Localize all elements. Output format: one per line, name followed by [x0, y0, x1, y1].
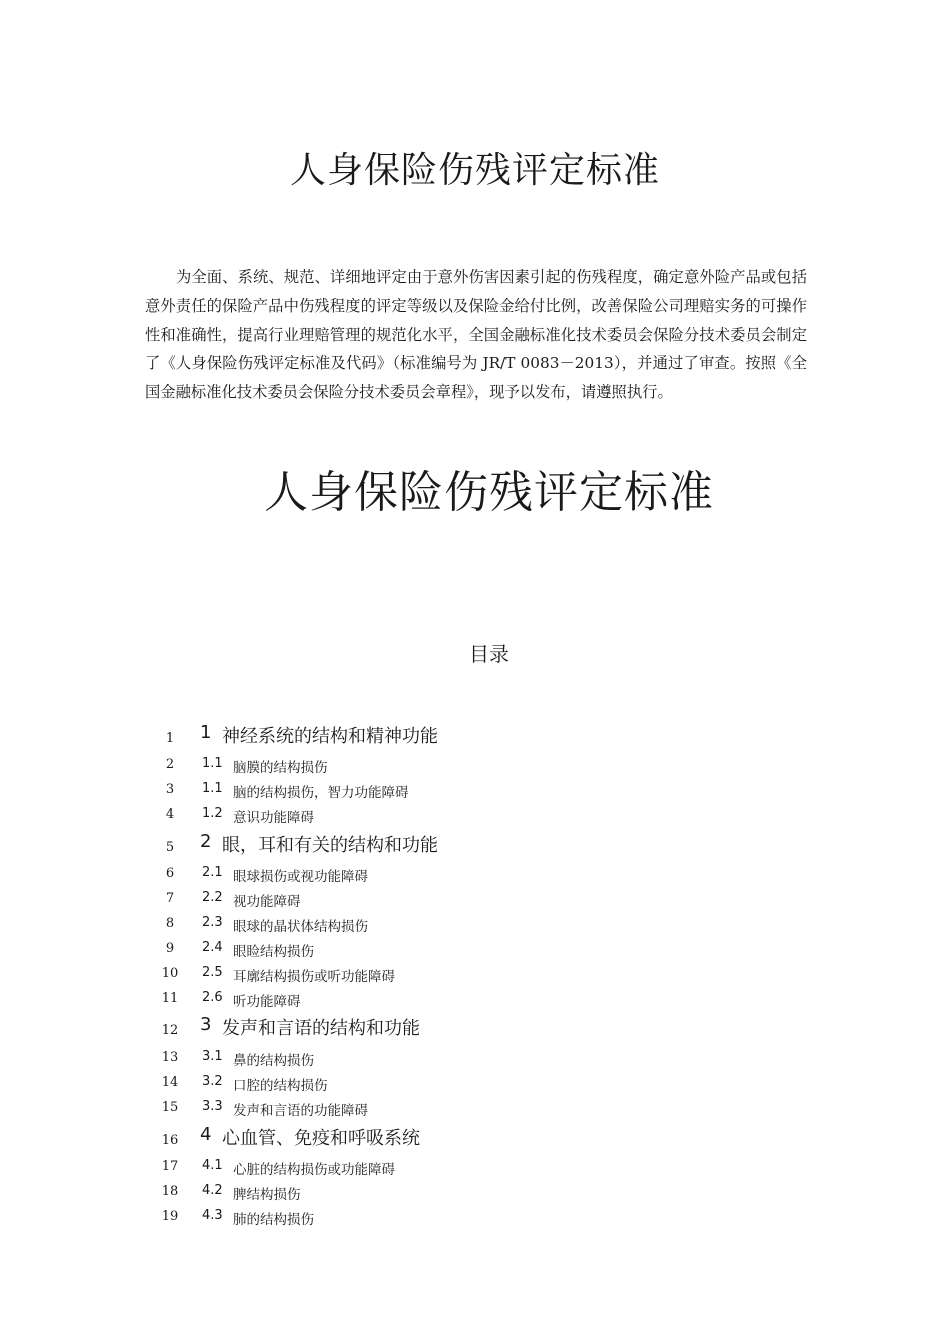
- toc-entry-number: 16: [161, 1133, 179, 1148]
- toc-entry-title: 口腔的结构损伤: [233, 1078, 328, 1094]
- toc-entry-number: 11: [161, 991, 179, 1006]
- toc-entry-title: 视功能障碍: [233, 894, 301, 910]
- toc-entry-code: 3.1: [202, 1049, 223, 1064]
- toc-entry-number: 4: [165, 807, 175, 822]
- toc-entry-code: 2.2: [202, 890, 223, 905]
- toc-entry-number: 15: [161, 1100, 179, 1115]
- toc-entry-code: 3.3: [202, 1099, 223, 1114]
- toc-entry-title: 耳廓结构损伤或听功能障碍: [233, 969, 395, 985]
- toc-entry-title: 脑的结构损伤，智力功能障碍: [233, 785, 409, 801]
- toc-entry-number: 14: [161, 1075, 179, 1090]
- toc-entry-title: 脾结构损伤: [233, 1187, 301, 1203]
- toc-entry-number: 10: [161, 966, 179, 981]
- toc-entry-code: 1.1: [202, 781, 223, 796]
- toc-entry-title: 眼，耳和有关的结构和功能: [222, 835, 438, 856]
- toc-entry-title: 心血管、免疫和呼吸系统: [222, 1128, 420, 1149]
- toc-entry-number: 17: [161, 1159, 179, 1174]
- toc-entry-title: 眼球损伤或视功能障碍: [233, 869, 368, 885]
- toc-entry-code: 2.1: [202, 865, 223, 880]
- toc-entry-title: 肺的结构损伤: [233, 1212, 314, 1228]
- toc-entry-code: 4.2: [202, 1183, 223, 1198]
- toc-entry-code: 2.3: [202, 915, 223, 930]
- document-title-repeat: 人身保险伤残评定标准: [264, 467, 714, 518]
- toc-entry-number: 12: [161, 1023, 179, 1038]
- toc-entry-number: 8: [165, 916, 175, 931]
- toc-entry-number: 6: [165, 866, 175, 881]
- toc-entry-title: 眼球的晶状体结构损伤: [233, 919, 368, 935]
- toc-entry-code: 2.5: [202, 965, 223, 980]
- toc-entry-number: 2: [165, 757, 175, 772]
- toc-entry-code: 2.6: [202, 990, 223, 1005]
- toc-entry-code: 4.1: [202, 1158, 223, 1173]
- toc-entry-title: 心脏的结构损伤或功能障碍: [233, 1162, 395, 1178]
- toc-entry-code: 3.2: [202, 1074, 223, 1089]
- toc-entry-title: 发声和言语的功能障碍: [233, 1103, 368, 1119]
- toc-entry-title: 听功能障碍: [233, 994, 301, 1010]
- toc-heading: 目录: [469, 642, 509, 666]
- toc-entry-title: 脑膜的结构损伤: [233, 760, 328, 776]
- toc-entry-title: 眼睑结构损伤: [233, 944, 314, 960]
- document-title: 人身保险伤残评定标准: [289, 150, 660, 191]
- toc-entry-number: 19: [161, 1209, 179, 1224]
- toc-entry-title: 鼻的结构损伤: [233, 1053, 314, 1069]
- toc-entry-title: 神经系统的结构和精神功能: [222, 726, 438, 747]
- toc-entry-code: 1.2: [202, 806, 223, 821]
- toc-entry-title: 发声和言语的结构和功能: [222, 1018, 420, 1039]
- toc-entry-code: 2: [200, 831, 212, 852]
- toc-entry-code: 3: [200, 1014, 212, 1035]
- toc-entry-number: 13: [161, 1050, 179, 1065]
- toc-entry-number: 5: [165, 840, 175, 855]
- intro-paragraph: 为全面、系统、规范、详细地评定由于意外伤害因素引起的伤残程度，确定意外险产品或包括意外责任的保险产品中伤残程度的评定等级以及保险金给付比例，改善保险公司理赔实务的可操作性和准确性，提高行业理赔管理的规范化水平，全国金融标准化技术委员会保险分技术委员会制定了《人身保险伤残评定标准及代码》（标准编号为 JR/T 0083－2013），并通过了审查。按照《全国金融标准化技术委员会保险分技术委员会章程》，现予以发布，请遵照执行。: [145, 268, 807, 402]
- toc-entry-number: 9: [165, 941, 175, 956]
- toc-entry-number: 18: [161, 1184, 179, 1199]
- toc-entry-code: 2.4: [202, 940, 223, 955]
- toc-entry-number: 3: [165, 782, 175, 797]
- toc-entry-code: 4: [200, 1124, 212, 1145]
- toc-entry-code: 4.3: [202, 1208, 223, 1223]
- toc-entry-title: 意识功能障碍: [233, 810, 314, 826]
- toc-entry-code: 1: [200, 722, 212, 743]
- toc-entry-number: 1: [165, 731, 175, 746]
- toc-entry-number: 7: [165, 891, 175, 906]
- toc-entry-code: 1.1: [202, 756, 223, 771]
